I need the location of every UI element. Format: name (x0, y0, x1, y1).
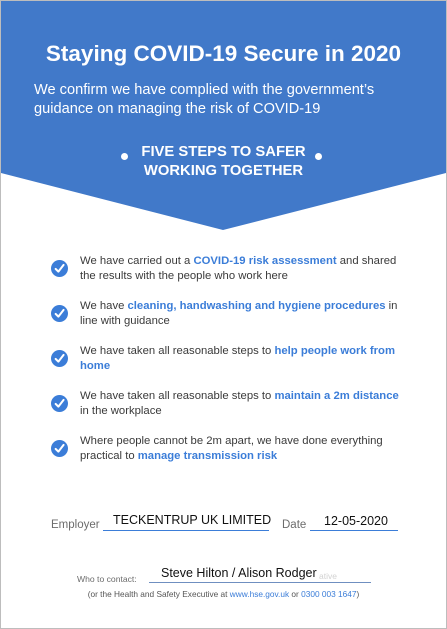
employer-field[interactable]: TECKENTRUP UK LIMITED (113, 513, 272, 527)
date-field[interactable]: 12-05-2020 (324, 514, 388, 528)
step-text-plain: We have taken all reasonable steps to (80, 390, 275, 402)
step-text (80, 299, 410, 329)
steps-list (51, 254, 411, 479)
steps-heading-line1: FIVE STEPS TO SAFER (141, 144, 306, 160)
check-circle-icon (51, 305, 68, 322)
footer-text: ) (356, 589, 360, 599)
bullet-dot-icon (121, 153, 128, 160)
steps-heading-line2: WORKING TOGETHER (143, 163, 304, 179)
contact-ghost-text: ative (319, 571, 337, 581)
step-text (80, 344, 410, 374)
step-text (80, 389, 410, 419)
poster-subtitle: We confirm we have complied with the government’s guidance on managing the risk of COVID-19 (34, 82, 375, 117)
step-text-plain: and shared the results with the people who work here (80, 255, 397, 282)
step-text-plain: We have taken all reasonable steps to (80, 345, 275, 357)
step-text-plain: We have carried out a (80, 255, 194, 267)
step-item (51, 434, 411, 478)
poster-title: Staying COVID-19 Secure in 2020 (45, 41, 402, 66)
check-circle-icon (51, 440, 68, 457)
date-underline (310, 530, 398, 531)
hse-link[interactable]: www.hse.gov.uk (229, 589, 290, 599)
step-text (80, 434, 410, 464)
employer-underline (103, 530, 269, 531)
check-circle-icon (51, 395, 68, 412)
step-text-highlight: help people work from home (80, 345, 395, 372)
check-circle-icon (51, 260, 68, 277)
step-item (51, 344, 411, 388)
contact-label: Who to contact: (77, 574, 137, 584)
steps-heading (1, 143, 446, 181)
step-text-plain: in line with guidance (80, 300, 398, 327)
step-text-plain: in the workplace (80, 405, 162, 417)
step-text-highlight: manage transmission risk (137, 450, 278, 462)
contact-underline (149, 582, 371, 583)
step-text-highlight: COVID-19 risk assessment (193, 255, 337, 267)
step-text (80, 254, 410, 284)
contact-field[interactable]: Steve Hilton / Alison Rodger (161, 566, 317, 580)
step-text-plain: Where people cannot be 2m apart, we have done everything practical to (80, 435, 383, 462)
step-text-highlight: cleaning, handwashing and hygiene procedures (127, 300, 386, 312)
step-text-highlight: maintain a 2m distance (274, 390, 399, 402)
hse-footer (1, 589, 446, 599)
step-text-plain: We have (80, 300, 128, 312)
step-item (51, 254, 411, 298)
footer-text: or (289, 589, 302, 599)
hse-phone[interactable]: 0300 003 1647 (301, 589, 357, 599)
date-label: Date (282, 519, 307, 531)
step-item (51, 299, 411, 343)
step-item (51, 389, 411, 433)
employer-label: Employer (51, 519, 100, 531)
bullet-dot-icon (315, 153, 322, 160)
check-circle-icon (51, 350, 68, 367)
footer-text: (or the Health and Safety Executive at (87, 589, 230, 599)
